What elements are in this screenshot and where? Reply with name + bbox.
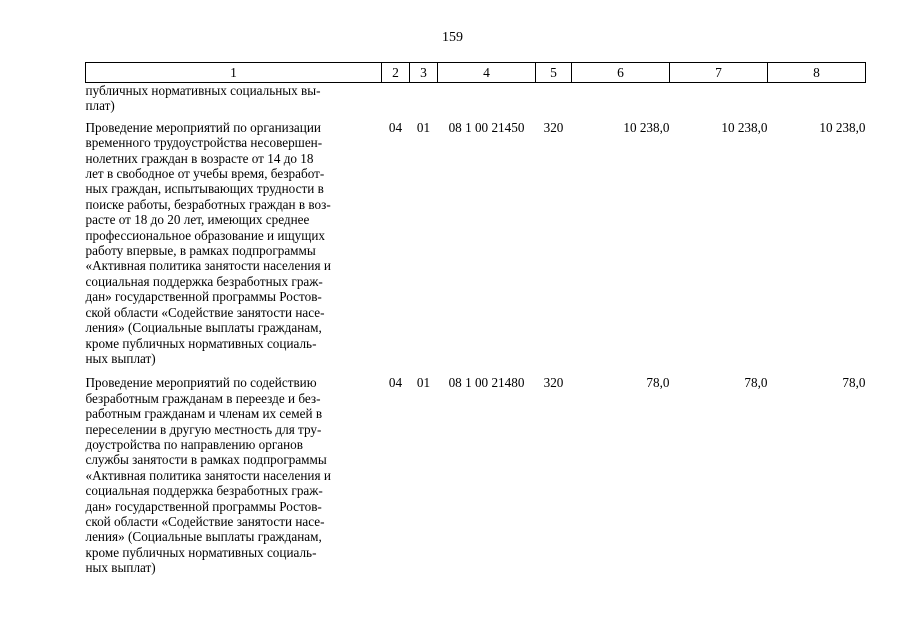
header-col-3: 3 bbox=[410, 63, 438, 83]
row-description bbox=[86, 114, 382, 370]
description-line: нолетних граждан в возрасте от 14 до 18 bbox=[85, 150, 314, 166]
page-number: 159 bbox=[442, 30, 463, 45]
description-line: дан» государственной программы Ростов- bbox=[85, 289, 322, 305]
target-article-code: 08 1 00 21450 bbox=[448, 119, 525, 135]
header-row bbox=[86, 63, 866, 83]
description-line: плат) bbox=[85, 98, 115, 114]
amount-col-6: 10 238,0 bbox=[623, 119, 670, 135]
description-line: безработным гражданам в переезде и без- bbox=[85, 390, 321, 406]
description-line: социальная поддержка безработных граж- bbox=[85, 273, 323, 289]
description-line: работным гражданам и членам их семей в bbox=[85, 406, 323, 422]
description-line: «Активная политика занятости населения и bbox=[85, 258, 331, 274]
description-line: расте от 18 до 20 лет, имеющих среднее bbox=[85, 212, 310, 228]
section-code: 04 bbox=[388, 119, 403, 135]
description-line: переселении в другую местность для тру- bbox=[85, 421, 322, 437]
header-col-4: 4 bbox=[438, 63, 536, 83]
amount-col-8: 10 238,0 bbox=[819, 119, 866, 135]
amount-col-8: 78,0 bbox=[842, 375, 866, 391]
description-line: доустройства по направлению органов bbox=[85, 436, 304, 452]
target-article-code: 08 1 00 21480 bbox=[448, 375, 525, 391]
description-line: ных граждан, испытывающих трудности в bbox=[85, 181, 324, 197]
description-line: Проведение мероприятий по организации bbox=[85, 119, 321, 135]
description-line: ской области «Содействие занятости насе- bbox=[85, 513, 325, 529]
amount-col-7: 78,0 bbox=[744, 375, 768, 391]
description-line: ных выплат) bbox=[85, 350, 156, 366]
description-line: публичных нормативных социальных вы- bbox=[85, 83, 321, 98]
budget-table bbox=[85, 62, 866, 579]
header-col-8: 8 bbox=[768, 63, 866, 83]
table-row-continuation bbox=[86, 83, 866, 114]
description-line: «Активная политика занятости населения и bbox=[85, 467, 331, 483]
row-description bbox=[86, 369, 382, 578]
subsection-code: 01 bbox=[416, 119, 431, 135]
expense-type-code: 320 bbox=[543, 119, 564, 135]
header-col-6: 6 bbox=[572, 63, 670, 83]
description-line: ской области «Содействие занятости насе- bbox=[85, 304, 325, 320]
description-line: ления» (Социальные выплаты гражданам, bbox=[85, 320, 322, 336]
header-col-1: 1 bbox=[86, 63, 382, 83]
subsection-code: 01 bbox=[416, 375, 431, 391]
description-line: службы занятости в рамках подпрограммы bbox=[85, 452, 327, 468]
continuation-description bbox=[86, 83, 382, 114]
expense-type-code: 320 bbox=[543, 375, 564, 391]
table-row bbox=[86, 114, 866, 370]
description-line: ных выплат) bbox=[85, 560, 156, 576]
amount-col-6: 78,0 bbox=[646, 375, 670, 391]
header-col-7: 7 bbox=[670, 63, 768, 83]
amount-col-7: 10 238,0 bbox=[721, 119, 768, 135]
table-row bbox=[86, 369, 866, 578]
section-code: 04 bbox=[388, 375, 403, 391]
header-col-5: 5 bbox=[536, 63, 572, 83]
description-line: кроме публичных нормативных социаль- bbox=[85, 544, 317, 560]
header-col-2: 2 bbox=[382, 63, 410, 83]
description-line: работу впервые, в рамках подпрограммы bbox=[85, 243, 316, 259]
description-line: профессиональное образование и ищущих bbox=[85, 227, 326, 243]
description-line: ления» (Социальные выплаты гражданам, bbox=[85, 529, 322, 545]
description-line: поиске работы, безработных граждан в воз- bbox=[85, 196, 331, 212]
description-line: кроме публичных нормативных социаль- bbox=[85, 335, 317, 351]
description-line: социальная поддержка безработных граж- bbox=[85, 483, 323, 499]
description-line: дан» государственной программы Ростов- bbox=[85, 498, 322, 514]
description-line: лет в свободное от учебы время, безработ- bbox=[85, 166, 325, 182]
description-line: временного трудоустройства несовершен- bbox=[85, 135, 323, 151]
description-line: Проведение мероприятий по содействию bbox=[85, 375, 317, 391]
